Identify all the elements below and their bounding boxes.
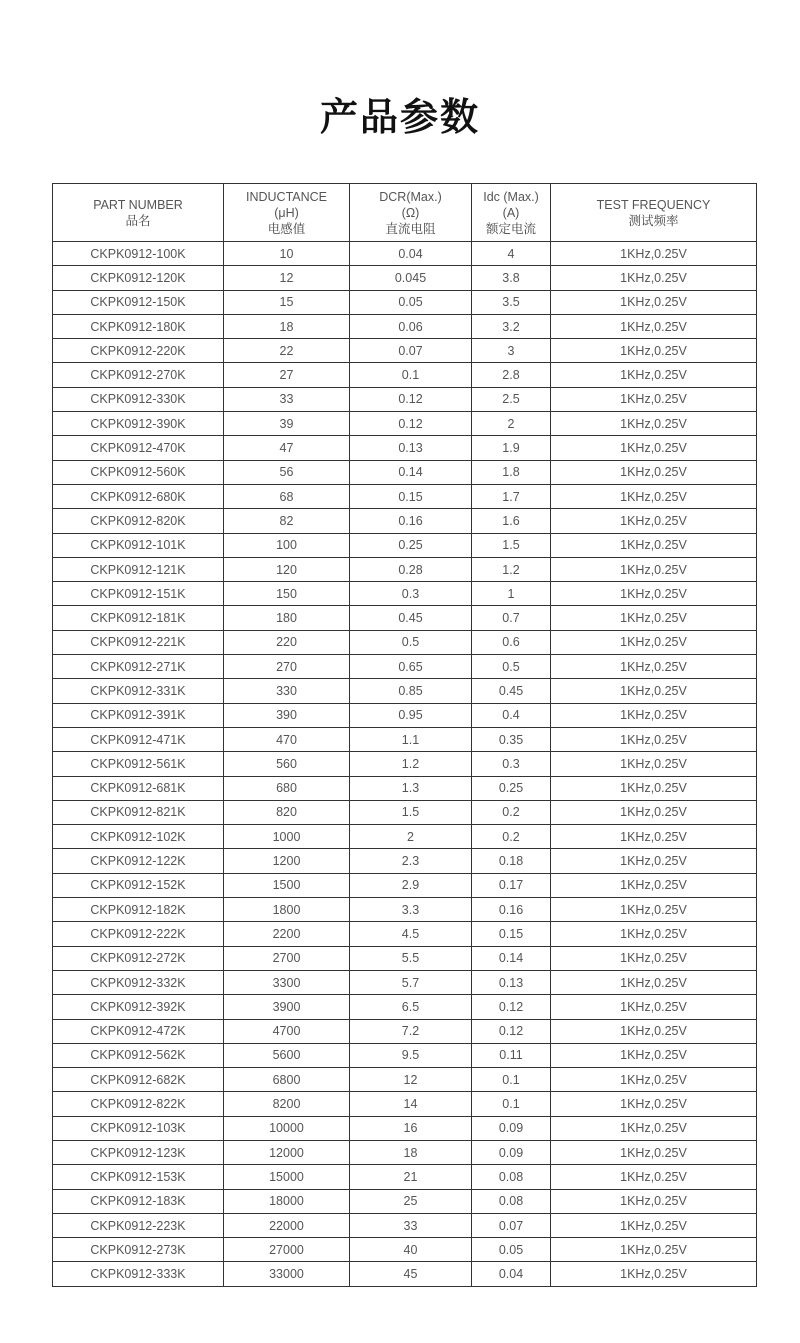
idc-cell: 0.08 [472,1189,551,1213]
dcr-cell: 6.5 [350,995,472,1019]
inductance-header [224,184,350,242]
dcr-cell: 0.16 [350,509,472,533]
dcr-cell: 0.5 [350,630,472,654]
inductance-cell: 470 [224,727,350,751]
idc-cell: 0.12 [472,1019,551,1043]
idc-cell: 0.2 [472,800,551,824]
inductance-cell: 12 [224,266,350,290]
idc-cell: 3.2 [472,314,551,338]
inductance-cell: 15000 [224,1165,350,1189]
table-row [53,412,757,436]
dcr-cell: 0.1 [350,363,472,387]
dcr-cell: 25 [350,1189,472,1213]
idc-cell: 0.09 [472,1140,551,1164]
test-frequency-cell: 1KHz,0.25V [551,922,757,946]
inductance-cell: 27000 [224,1238,350,1262]
idc-cell: 1 [472,582,551,606]
part-number-cell: CKPK0912-390K [53,412,224,436]
test-frequency-cell: 1KHz,0.25V [551,849,757,873]
table-row [53,727,757,751]
header-line: 直流电阻 [385,220,436,236]
table-row [53,1043,757,1067]
idc-cell: 0.7 [472,606,551,630]
idc-cell: 0.08 [472,1165,551,1189]
test-frequency-cell: 1KHz,0.25V [551,606,757,630]
dcr-header [350,184,472,242]
dcr-cell: 3.3 [350,898,472,922]
test-frequency-cell: 1KHz,0.25V [551,290,757,314]
table-row [53,484,757,508]
part-number-cell: CKPK0912-180K [53,314,224,338]
header-line: 测试频率 [628,212,679,228]
table-row [53,679,757,703]
inductance-cell: 22000 [224,1213,350,1237]
part-number-cell: CKPK0912-272K [53,946,224,970]
test-frequency-cell: 1KHz,0.25V [551,509,757,533]
table-row [53,533,757,557]
table-row [53,242,757,266]
idc-cell: 3 [472,339,551,363]
dcr-cell: 33 [350,1213,472,1237]
dcr-cell: 0.45 [350,606,472,630]
inductance-cell: 4700 [224,1019,350,1043]
part-number-cell: CKPK0912-821K [53,800,224,824]
table-row [53,995,757,1019]
idc-cell: 0.45 [472,679,551,703]
test-frequency-cell: 1KHz,0.25V [551,314,757,338]
dcr-cell: 0.3 [350,582,472,606]
part-number-cell: CKPK0912-120K [53,266,224,290]
table-row [53,800,757,824]
dcr-cell: 4.5 [350,922,472,946]
dcr-cell: 14 [350,1092,472,1116]
test-frequency-cell: 1KHz,0.25V [551,412,757,436]
table-row [53,946,757,970]
part-number-cell: CKPK0912-560K [53,460,224,484]
part-number-cell: CKPK0912-330K [53,387,224,411]
test-frequency-cell: 1KHz,0.25V [551,1116,757,1140]
header-line: TEST FREQUENCY [596,197,711,212]
part-number-cell: CKPK0912-150K [53,290,224,314]
part-number-cell: CKPK0912-331K [53,679,224,703]
inductance-cell: 22 [224,339,350,363]
dcr-cell: 0.07 [350,339,472,363]
part-number-cell: CKPK0912-123K [53,1140,224,1164]
table-row [53,873,757,897]
idc-cell: 0.25 [472,776,551,800]
test-frequency-cell: 1KHz,0.25V [551,484,757,508]
dcr-cell: 1.2 [350,752,472,776]
table-row [53,849,757,873]
test-frequency-cell: 1KHz,0.25V [551,1189,757,1213]
dcr-cell: 1.3 [350,776,472,800]
dcr-cell: 1.5 [350,800,472,824]
page-title: 产品参数 [319,94,480,139]
table-row [53,314,757,338]
test-frequency-cell: 1KHz,0.25V [551,266,757,290]
header-line: INDUCTANCE [245,189,328,204]
inductance-cell: 12000 [224,1140,350,1164]
part-number-cell: CKPK0912-153K [53,1165,224,1189]
test-frequency-cell: 1KHz,0.25V [551,679,757,703]
idc-cell: 0.13 [472,970,551,994]
table-row [53,825,757,849]
dcr-cell: 0.05 [350,290,472,314]
table-row [53,970,757,994]
dcr-cell: 0.85 [350,679,472,703]
inductance-cell: 2700 [224,946,350,970]
dcr-cell: 0.25 [350,533,472,557]
table-row [53,1238,757,1262]
test-frequency-cell: 1KHz,0.25V [551,1262,757,1286]
inductance-cell: 18000 [224,1189,350,1213]
idc-cell: 0.16 [472,898,551,922]
part-number-cell: CKPK0912-101K [53,533,224,557]
test-frequency-cell: 1KHz,0.25V [551,1140,757,1164]
part-number-cell: CKPK0912-222K [53,922,224,946]
dcr-cell: 18 [350,1140,472,1164]
table-row [53,606,757,630]
part-number-cell: CKPK0912-183K [53,1189,224,1213]
part-number-cell: CKPK0912-223K [53,1213,224,1237]
test-frequency-cell: 1KHz,0.25V [551,242,757,266]
test-frequency-cell: 1KHz,0.25V [551,703,757,727]
part-number-cell: CKPK0912-121K [53,557,224,581]
dcr-cell: 0.65 [350,655,472,679]
table-row [53,1068,757,1092]
inductance-cell: 3900 [224,995,350,1019]
dcr-cell: 5.7 [350,970,472,994]
part-number-cell: CKPK0912-682K [53,1068,224,1092]
dcr-cell: 12 [350,1068,472,1092]
inductance-cell: 100 [224,533,350,557]
part-number-cell: CKPK0912-471K [53,727,224,751]
idc-cell: 2.8 [472,363,551,387]
test-frequency-cell: 1KHz,0.25V [551,727,757,751]
header-row [53,184,757,242]
dcr-cell: 40 [350,1238,472,1262]
inductance-cell: 390 [224,703,350,727]
inductance-cell: 680 [224,776,350,800]
inductance-cell: 3300 [224,970,350,994]
inductance-cell: 39 [224,412,350,436]
idc-cell: 0.2 [472,825,551,849]
part-number-cell: CKPK0912-470K [53,436,224,460]
part-number-cell: CKPK0912-820K [53,509,224,533]
part-number-cell: CKPK0912-822K [53,1092,224,1116]
table-row [53,898,757,922]
inductance-cell: 1200 [224,849,350,873]
inductance-cell: 270 [224,655,350,679]
table-row [53,436,757,460]
spec-table [52,183,757,1287]
idc-cell: 1.5 [472,533,551,557]
part-number-cell: CKPK0912-221K [53,630,224,654]
part-number-cell: CKPK0912-332K [53,970,224,994]
dcr-cell: 9.5 [350,1043,472,1067]
table-row [53,363,757,387]
idc-cell: 0.3 [472,752,551,776]
table-row [53,557,757,581]
idc-cell: 0.5 [472,655,551,679]
dcr-cell: 0.12 [350,412,472,436]
idc-cell: 1.7 [472,484,551,508]
table-row [53,1116,757,1140]
table-row [53,1140,757,1164]
dcr-cell: 0.95 [350,703,472,727]
test-frequency-cell: 1KHz,0.25V [551,1068,757,1092]
test-frequency-cell: 1KHz,0.25V [551,873,757,897]
test-frequency-cell: 1KHz,0.25V [551,363,757,387]
dcr-cell: 5.5 [350,946,472,970]
part-number-cell: CKPK0912-562K [53,1043,224,1067]
idc-cell: 0.17 [472,873,551,897]
test-frequency-cell: 1KHz,0.25V [551,460,757,484]
test-frequency-cell: 1KHz,0.25V [551,1043,757,1067]
test-frequency-cell: 1KHz,0.25V [551,1165,757,1189]
test-frequency-cell: 1KHz,0.25V [551,533,757,557]
dcr-cell: 2.3 [350,849,472,873]
inductance-cell: 1500 [224,873,350,897]
inductance-cell: 820 [224,800,350,824]
part-number-cell: CKPK0912-220K [53,339,224,363]
inductance-cell: 33 [224,387,350,411]
table-row [53,387,757,411]
test-frequency-cell: 1KHz,0.25V [551,582,757,606]
idc-cell: 0.15 [472,922,551,946]
table-row [53,460,757,484]
idc-cell: 1.8 [472,460,551,484]
part-number-cell: CKPK0912-103K [53,1116,224,1140]
part-number-cell: CKPK0912-270K [53,363,224,387]
table-row [53,1262,757,1286]
table-row [53,290,757,314]
part-number-header [53,184,224,242]
part-number-cell: CKPK0912-181K [53,606,224,630]
table-row [53,655,757,679]
idc-cell: 4 [472,242,551,266]
part-number-cell: CKPK0912-271K [53,655,224,679]
part-number-cell: CKPK0912-182K [53,898,224,922]
inductance-cell: 8200 [224,1092,350,1116]
dcr-cell: 45 [350,1262,472,1286]
inductance-cell: 120 [224,557,350,581]
table-row [53,1165,757,1189]
dcr-cell: 1.1 [350,727,472,751]
part-number-cell: CKPK0912-561K [53,752,224,776]
test-frequency-cell: 1KHz,0.25V [551,776,757,800]
inductance-cell: 560 [224,752,350,776]
dcr-cell: 16 [350,1116,472,1140]
inductance-cell: 1800 [224,898,350,922]
idc-cell: 3.8 [472,266,551,290]
inductance-cell: 1000 [224,825,350,849]
dcr-cell: 0.04 [350,242,472,266]
part-number-cell: CKPK0912-333K [53,1262,224,1286]
header-line: (Ω) [401,205,420,220]
test-frequency-cell: 1KHz,0.25V [551,436,757,460]
dcr-cell: 2.9 [350,873,472,897]
table-row [53,703,757,727]
test-frequency-cell: 1KHz,0.25V [551,1238,757,1262]
part-number-cell: CKPK0912-681K [53,776,224,800]
inductance-cell: 68 [224,484,350,508]
inductance-cell: 330 [224,679,350,703]
test-frequency-cell: 1KHz,0.25V [551,898,757,922]
dcr-cell: 2 [350,825,472,849]
test-frequency-cell: 1KHz,0.25V [551,970,757,994]
idc-cell: 0.6 [472,630,551,654]
table-body [53,242,757,1287]
dcr-cell: 0.12 [350,387,472,411]
test-frequency-cell: 1KHz,0.25V [551,1213,757,1237]
inductance-cell: 56 [224,460,350,484]
part-number-cell: CKPK0912-273K [53,1238,224,1262]
header-line: (μH) [274,205,299,220]
table-row [53,1213,757,1237]
test-frequency-cell: 1KHz,0.25V [551,1092,757,1116]
part-number-cell: CKPK0912-151K [53,582,224,606]
idc-cell: 0.18 [472,849,551,873]
test-frequency-cell: 1KHz,0.25V [551,557,757,581]
idc-cell: 1.6 [472,509,551,533]
part-number-cell: CKPK0912-102K [53,825,224,849]
header-line: PART NUMBER [93,197,183,212]
idc-cell: 0.11 [472,1043,551,1067]
idc-cell: 0.4 [472,703,551,727]
inductance-cell: 10000 [224,1116,350,1140]
idc-cell: 0.14 [472,946,551,970]
inductance-cell: 220 [224,630,350,654]
idc-cell: 0.09 [472,1116,551,1140]
part-number-cell: CKPK0912-680K [53,484,224,508]
inductance-cell: 5600 [224,1043,350,1067]
dcr-cell: 0.15 [350,484,472,508]
dcr-cell: 0.045 [350,266,472,290]
test-frequency-header [551,184,757,242]
idc-cell: 3.5 [472,290,551,314]
dcr-cell: 21 [350,1165,472,1189]
idc-cell: 0.1 [472,1092,551,1116]
header-line: Idc (Max.) [483,189,539,204]
test-frequency-cell: 1KHz,0.25V [551,630,757,654]
table-header [53,184,757,242]
inductance-cell: 82 [224,509,350,533]
test-frequency-cell: 1KHz,0.25V [551,339,757,363]
table-row [53,752,757,776]
part-number-cell: CKPK0912-122K [53,849,224,873]
inductance-cell: 33000 [224,1262,350,1286]
idc-cell: 1.9 [472,436,551,460]
table-row [53,1092,757,1116]
inductance-cell: 15 [224,290,350,314]
inductance-cell: 180 [224,606,350,630]
table-row [53,776,757,800]
table-row [53,582,757,606]
test-frequency-cell: 1KHz,0.25V [551,946,757,970]
dcr-cell: 7.2 [350,1019,472,1043]
idc-header [472,184,551,242]
table-row [53,339,757,363]
idc-cell: 0.35 [472,727,551,751]
test-frequency-cell: 1KHz,0.25V [551,800,757,824]
part-number-cell: CKPK0912-100K [53,242,224,266]
inductance-cell: 150 [224,582,350,606]
idc-cell: 2.5 [472,387,551,411]
idc-cell: 0.07 [472,1213,551,1237]
dcr-cell: 0.06 [350,314,472,338]
idc-cell: 0.1 [472,1068,551,1092]
header-line: 电感值 [267,220,306,236]
header-line: DCR(Max.) [379,189,442,204]
header-line: (A) [502,205,520,220]
idc-cell: 0.05 [472,1238,551,1262]
test-frequency-cell: 1KHz,0.25V [551,752,757,776]
test-frequency-cell: 1KHz,0.25V [551,995,757,1019]
dcr-cell: 0.13 [350,436,472,460]
part-number-cell: CKPK0912-152K [53,873,224,897]
part-number-cell: CKPK0912-472K [53,1019,224,1043]
table-row [53,922,757,946]
dcr-cell: 0.14 [350,460,472,484]
idc-cell: 0.04 [472,1262,551,1286]
part-number-cell: CKPK0912-391K [53,703,224,727]
header-line: 额定电流 [485,220,536,236]
idc-cell: 0.12 [472,995,551,1019]
table-row [53,630,757,654]
inductance-cell: 10 [224,242,350,266]
idc-cell: 1.2 [472,557,551,581]
part-number-cell: CKPK0912-392K [53,995,224,1019]
test-frequency-cell: 1KHz,0.25V [551,655,757,679]
test-frequency-cell: 1KHz,0.25V [551,387,757,411]
idc-cell: 2 [472,412,551,436]
inductance-cell: 18 [224,314,350,338]
inductance-cell: 6800 [224,1068,350,1092]
table-row [53,1019,757,1043]
inductance-cell: 47 [224,436,350,460]
test-frequency-cell: 1KHz,0.25V [551,1019,757,1043]
inductance-cell: 27 [224,363,350,387]
test-frequency-cell: 1KHz,0.25V [551,825,757,849]
table-row [53,509,757,533]
table-row [53,266,757,290]
table-row [53,1189,757,1213]
inductance-cell: 2200 [224,922,350,946]
header-line: 品名 [125,212,151,228]
dcr-cell: 0.28 [350,557,472,581]
